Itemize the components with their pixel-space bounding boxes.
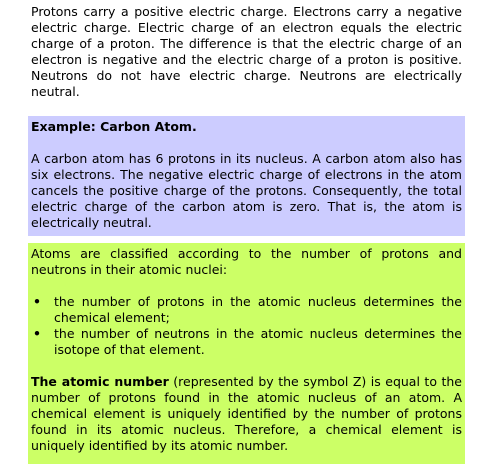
list-item-text: the number of neutrons in the atomic nucleus determines the isotope of that element.: [54, 326, 462, 357]
atomic-number-paragraph: [31, 374, 462, 454]
atoms-classification-box: [28, 243, 465, 464]
atomic-number-text: (represented by the symbol Z) is equal to the number of protons found in the atomic nucleus of an atom. A chemical element is uniquely identified by the number of protons found in its atomic nucleus. Therefore, a chemical element is uniquely identified by its atomic number.: [31, 374, 462, 453]
list-item: [31, 294, 462, 326]
bullet-icon: •: [33, 294, 41, 309]
classification-list: [31, 294, 462, 358]
example-heading: Example: Carbon Atom.: [31, 119, 197, 134]
atomic-number-term: The atomic number: [31, 374, 169, 389]
list-item: [31, 326, 462, 358]
list-item-text: the number of protons in the atomic nucleus determines the chemical element;: [54, 294, 462, 325]
atoms-intro-paragraph: Atoms are classified according to the number of protons and neutrons in their atomic nuclei:: [31, 246, 462, 277]
example-paragraph: A carbon atom has 6 protons in its nucleus. A carbon atom also has six electrons. The negative electric charge of electrons in the atom cancels the positive charge of the protons. Consequently, the total electric charge of the carbon atom is zero. That is, the atom is electrically neutral.: [31, 151, 462, 230]
bullet-icon: •: [33, 326, 41, 341]
intro-paragraph: Protons carry a positive electric charge. Electrons carry a negative electric charge. Electric charge of an electron equals the electric charge of a proton. The difference is that the electric charge of an electron is negative and the electric charge of a proton is positive. Neutrons do not have electric charge. Neutrons are electrically neutral.: [31, 4, 462, 99]
document-page: [28, 0, 465, 100]
example-box: [28, 116, 465, 236]
